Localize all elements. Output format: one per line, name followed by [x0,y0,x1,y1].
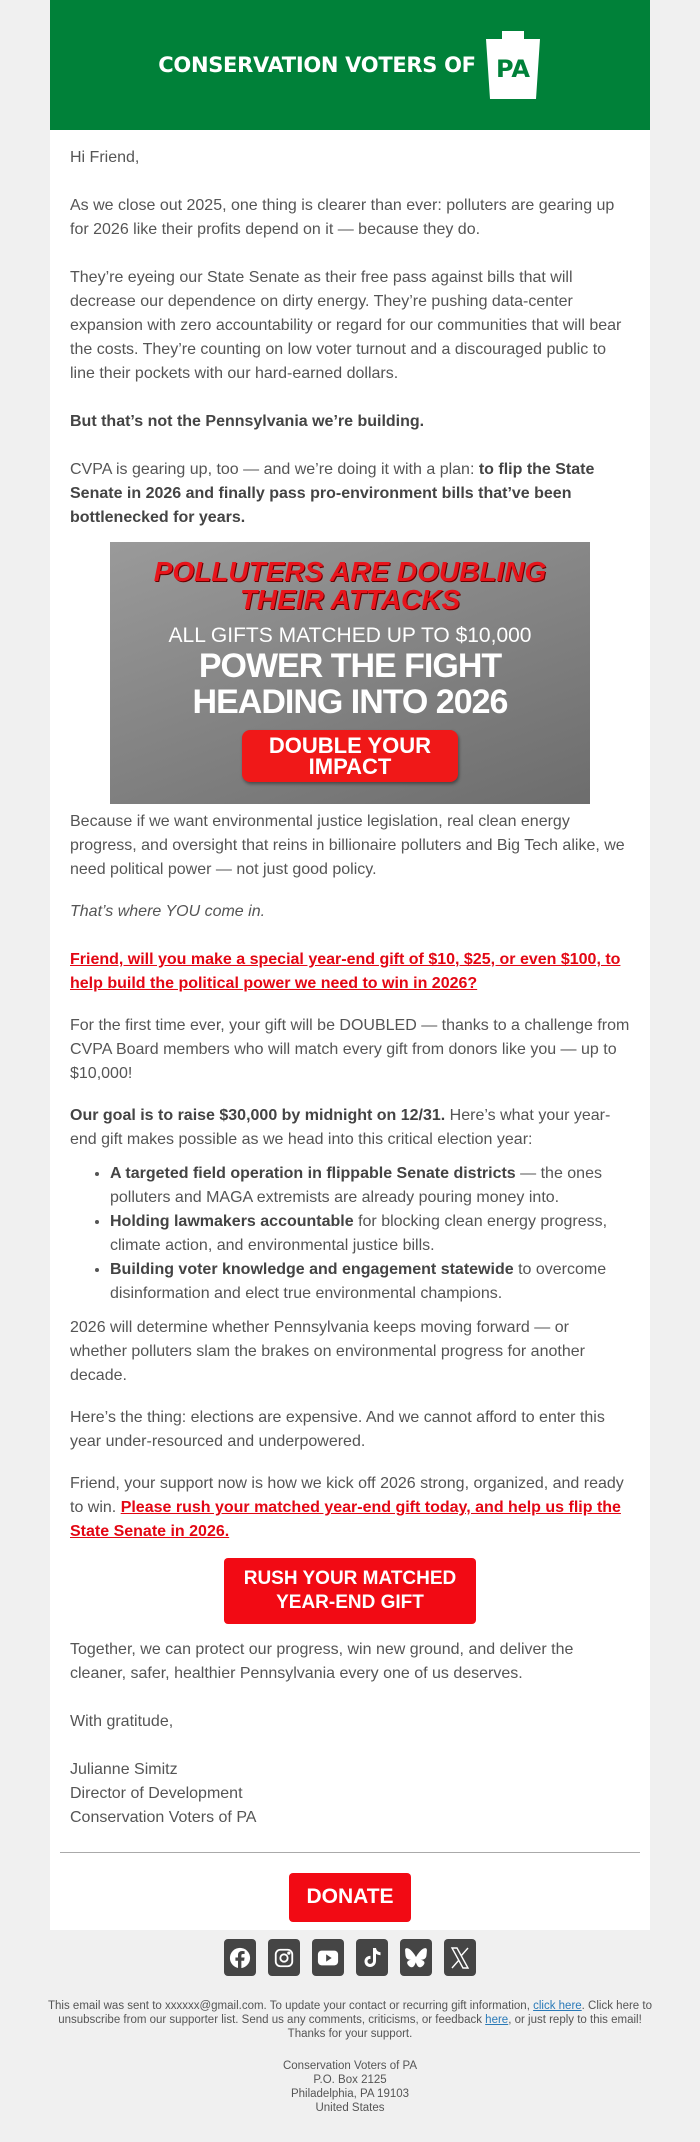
list-item [110,1210,630,1258]
bold-text: A targeted field operation in flippable Senate districts [110,1165,516,1182]
signature-title: Director of Development [70,1785,243,1802]
youtube-icon[interactable] [312,1939,344,1976]
paragraph: Because if we want environmental justice legislation, real clean energy progress, and oversight that reins in billionaire polluters and Big Tech alike, we need political power — not just good policy. [70,813,625,878]
donate-button[interactable]: DONATE [289,1873,411,1922]
greeting: Hi Friend, [70,149,140,166]
ask-donation-link[interactable]: Friend, will you make a special year-end gift of $10, $25, or even $100, to help build the political power we need to win in 2026? [70,951,621,992]
banner-title [110,648,590,720]
paragraph [70,410,630,434]
social-links [0,1939,700,1976]
donation-banner-image[interactable] [110,542,590,804]
text: . Click here to unsubscribe from our supporter list. Send us any comments, criticisms, or feedback [58,2000,652,2026]
rush-gift-button[interactable]: RUSH YOUR MATCHED YEAR-END GIFT [224,1558,476,1624]
paragraph [70,948,630,996]
x-icon[interactable] [444,1939,476,1976]
banner-cta-line: DOUBLE YOUR [268,733,432,758]
header [50,0,650,130]
bold-text: to flip the State Senate in 2026 and finally pass pro-environment bills that’ve been bottlenecked for years. [70,461,595,526]
banner-cta-line: IMPACT [308,754,392,779]
paragraph: They’re eyeing our State Senate as their free pass against bills that will decrease our dependence on dirty energy. They’re pushing data-center expansion with zero accountability or regard for our communities that will bear the costs. They’re counting on low voter turnout and a discouraged public to line their pockets with our hard-earned dollars. [70,269,622,382]
text: to overcome disinformation and elect true environmental champions. [110,1261,607,1302]
footer-notice [40,1999,660,2041]
banner-headline [110,558,590,614]
closing: With gratitude, [70,1713,174,1730]
feedback-link[interactable]: here [485,2014,509,2026]
text: Here’s what your year-end gift makes possible as we head into this critical election year: [70,1107,611,1148]
signature [70,1758,630,1830]
bluesky-icon[interactable] [400,1939,432,1976]
facebook-icon[interactable] [224,1939,256,1976]
text: This email was sent to xxxxxx@gmail.com. To update your contact or recurring gift information, [48,2000,534,2012]
tiktok-icon[interactable] [356,1939,388,1976]
keystone-logo-icon [484,29,542,101]
list-item [110,1162,630,1210]
bold-text: Building voter knowledge and engagement statewide [110,1261,514,1278]
paragraph [70,1104,630,1152]
text: , or just reply to this email! Thanks for your support. [287,2014,642,2040]
paragraph: That’s where YOU come in. [70,903,266,920]
paragraph: For the first time ever, your gift will be DOUBLED — thanks to a challenge from CVPA Board members who will match every gift from donors like you — up to $10,000! [70,1017,630,1082]
paragraph: 2026 will determine whether Pennsylvania keeps moving forward — or whether polluters slam the brakes on environmental progress for another decade. [70,1319,585,1384]
text: — the ones polluters and MAGA extremists are already pouring money into. [110,1165,602,1206]
paragraph: Together, we can protect our progress, win new ground, and deliver the cleaner, safer, healthier Pennsylvania every one of us deserves. [70,1641,574,1682]
signature-org: Conservation Voters of PA [70,1809,257,1826]
address-line: Conservation Voters of PA [282,2060,418,2072]
bold-text: Our goal is to raise $30,000 by midnight on 12/31. [70,1107,446,1124]
divider [60,1852,640,1853]
banner-line: POLLUTERS ARE DOUBLING [153,556,547,587]
rush-gift-link[interactable]: Please rush your matched year-end gift today, and help us flip the State Senate in 2026. [70,1499,621,1540]
update-info-link[interactable]: click here [533,2000,582,2012]
address-line: Philadelphia, PA 19103 [290,2088,410,2100]
bold-text: Holding lawmakers accountable [110,1213,354,1230]
paragraph [70,1472,630,1544]
text: Friend, your support now is how we kick off 2026 strong, organized, and ready to win. [70,1475,624,1516]
bold-text: But that’s not the Pennsylvania we’re building. [70,413,425,430]
mailing-address [40,2059,660,2115]
banner-match-text: ALL GIFTS MATCHED UP TO $10,000 [168,624,532,647]
banner-line: POWER THE FIGHT [198,647,502,685]
banner-cta-button[interactable] [242,730,458,782]
banner-line: HEADING INTO 2026 [192,683,508,721]
paragraph: As we close out 2025, one thing is clearer than ever: polluters are gearing up for 2026 like their profits depend on it — because they do. [70,197,615,238]
address-line: United States [315,2102,385,2114]
email-body [50,130,650,1930]
text: for blocking clean energy progress, climate action, and environmental justice bills. [110,1213,608,1254]
svg-text:PA: PA [495,55,530,83]
logo-text: CONSERVATION VOTERS OF [158,53,476,77]
banner-line: THEIR ATTACKS [239,584,461,615]
bullet-list [70,1162,630,1306]
signature-name: Julianne Simitz [70,1761,178,1778]
email-container [50,0,650,1930]
list-item [110,1258,630,1306]
instagram-icon[interactable] [268,1939,300,1976]
paragraph: Here’s the thing: elections are expensive. And we cannot afford to enter this year under-resourced and underpowered. [70,1409,605,1450]
paragraph [70,458,630,530]
address-line: P.O. Box 2125 [313,2074,387,2086]
footer [0,1976,700,2115]
text: CVPA is gearing up, too — and we’re doing it with a plan: [70,461,479,478]
